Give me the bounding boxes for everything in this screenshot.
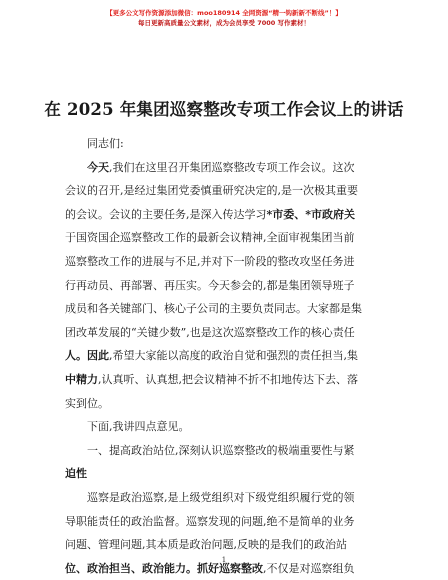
promo-banner-line-2: 每日更新高质量公文素材，成为会员享受 7000 写作素材！ xyxy=(137,19,311,27)
paragraph-1-line: 巡察整改工作的进展与不足,并对下一阶段的整改攻坚任务进 xyxy=(65,254,355,268)
body-text: ,认真听、认真想,把会议精神不折不扣地传达下去、落 xyxy=(98,372,358,386)
paragraph-1-line: 实到位。 xyxy=(65,396,109,410)
paragraph-2: 下面,我讲四点意见。 xyxy=(87,420,190,434)
paragraph-1-line: 成员和各关键部门、核心子公司的主要负责同志。大家都是集 xyxy=(65,302,362,316)
paragraph-3-line: 导职能责任的政治监督。巡察发现的问题,绝不是简单的业务 xyxy=(65,514,355,528)
emphasis-text: 人。因此 xyxy=(65,349,109,363)
paragraph-1-line: 于国资国企巡察整改工作的最新会议精神,全面审视集团当前 xyxy=(65,231,355,245)
paragraph-3-line: 巡察是政治巡察,是上级党组织对下级党组织履行党的领 xyxy=(87,490,355,504)
paragraph-1-line: 会议的召开,是经过集团党委慎重研究决定的,是一次极其重要 xyxy=(65,184,358,198)
paragraph-1-line xyxy=(65,344,383,368)
body-text: ,希望大家能以高度的政治自觉和强烈的责任担当,集 xyxy=(109,349,358,363)
paragraph-1-line: 行再动员、再部署、再压实。今天参会的,都是集团领导班子 xyxy=(65,278,355,292)
page-number: 1 xyxy=(221,556,227,564)
emphasis-text: *市委、*市政府关 xyxy=(266,207,356,221)
paragraph-1-line: 团改革发展的“关键少数”,也是这次巡察整改工作的核心责任 xyxy=(65,325,355,339)
section-heading-1: 一、提高政治站位,深刻认识巡察整改的极端重要性与紧 xyxy=(87,443,355,457)
paragraph-1-line xyxy=(65,368,383,392)
body-text: ,不仅是对巡察组负 xyxy=(263,561,355,575)
section-heading-1-cont: 迫性 xyxy=(65,467,87,481)
paragraph-3-line: 问题、管理问题,其本质是政治问题,反映的是我们的政治站 xyxy=(65,538,347,552)
body-text: 的会议。会议的主要任务,是深入传达学习 xyxy=(65,207,267,221)
paragraph-1-line xyxy=(65,156,383,180)
paragraph-1-line xyxy=(65,203,383,227)
promo-banner-line-1: 【更多公文写作资源添加微信：moo180914 全网资源“精一钩新新不断线”！】 xyxy=(106,9,342,17)
greeting: 同志们: xyxy=(87,137,124,150)
emphasis-text: 今天 xyxy=(87,160,109,174)
document-title: 在 2025 年集团巡察整改专项工作会议上的讲话 xyxy=(44,100,404,119)
document-body xyxy=(65,132,383,580)
emphasis-text: 中精力 xyxy=(65,372,98,386)
emphasis-text: 位、政治担当、政治能力。抓好巡察整改 xyxy=(65,561,263,575)
body-text: ,我们在这里召开集团巡察整改专项工作会议。这次 xyxy=(109,160,355,174)
